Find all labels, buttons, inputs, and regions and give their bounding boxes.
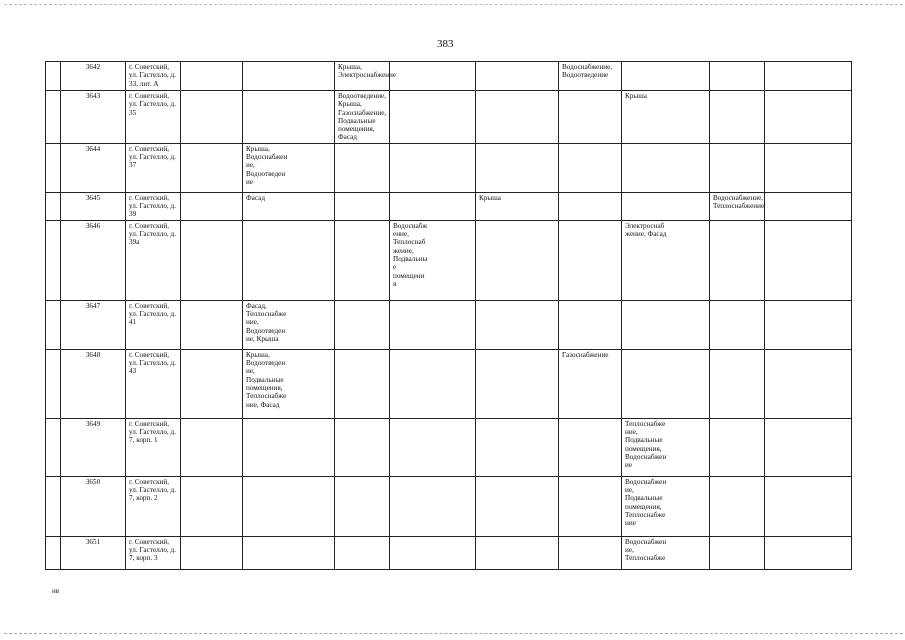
table-row xyxy=(46,536,852,569)
work-type-cell xyxy=(622,192,710,220)
table-row xyxy=(46,300,852,349)
table-cell-blank xyxy=(46,418,61,476)
table-cell-blank xyxy=(46,476,61,536)
address-cell: г. Советский, ул. Гастелло, д. 39 xyxy=(126,192,181,220)
work-type-cell: Теплоснабже ние, Подвальные помещения, Водоснабжен ие xyxy=(622,418,710,476)
work-type-cell xyxy=(710,300,765,349)
row-number-cell: 3643 xyxy=(61,91,126,144)
work-type-cell xyxy=(181,418,243,476)
address-cell: г. Советский, ул. Гастелло, д. 39а xyxy=(126,220,181,300)
table-cell-blank xyxy=(46,143,61,192)
work-type-cell xyxy=(181,536,243,569)
table-row xyxy=(46,418,852,476)
work-type-cell: Крыша, Водоснабжен ие, Водоотведен ие xyxy=(243,143,335,192)
work-type-cell xyxy=(710,349,765,418)
work-type-cell xyxy=(243,536,335,569)
work-type-cell: Электроснаб жение, Фасад xyxy=(622,220,710,300)
table-cell-blank xyxy=(46,62,61,91)
work-type-cell: Водоснабжение, Водоотведение xyxy=(559,62,622,91)
work-type-cell: Водоснабж ение, Теплоснаб жение, Подвальны е помещени я xyxy=(390,220,476,300)
work-type-cell xyxy=(476,418,559,476)
work-type-cell xyxy=(622,349,710,418)
work-type-cell xyxy=(335,143,390,192)
work-type-cell xyxy=(243,418,335,476)
work-type-cell xyxy=(765,349,852,418)
work-type-cell xyxy=(765,192,852,220)
work-type-cell xyxy=(181,91,243,144)
work-type-cell xyxy=(390,143,476,192)
work-type-cell xyxy=(476,220,559,300)
work-type-cell xyxy=(559,192,622,220)
address-cell: г. Советский, ул. Гастелло, д. 7, корп. 1 xyxy=(126,418,181,476)
work-type-cell xyxy=(476,91,559,144)
work-type-cell xyxy=(559,143,622,192)
work-type-cell xyxy=(710,476,765,536)
work-type-cell xyxy=(622,300,710,349)
table-row xyxy=(46,349,852,418)
work-type-cell xyxy=(335,418,390,476)
work-type-cell xyxy=(243,91,335,144)
address-cell: г. Советский, ул. Гастелло, д. 7, корп. 3 xyxy=(126,536,181,569)
work-type-cell xyxy=(476,349,559,418)
table-row xyxy=(46,91,852,144)
address-cell: г. Советский, ул. Гастелло, д. 41 xyxy=(126,300,181,349)
table-row xyxy=(46,220,852,300)
row-number-cell: 3650 xyxy=(61,476,126,536)
row-number-cell: 3647 xyxy=(61,300,126,349)
page-number: 383 xyxy=(437,38,454,50)
work-type-cell xyxy=(390,476,476,536)
address-cell: г. Советский, ул. Гастелло, д. 33, лит. А xyxy=(126,62,181,91)
work-type-cell xyxy=(559,300,622,349)
work-type-cell xyxy=(559,536,622,569)
work-type-cell: Газоснабжение xyxy=(559,349,622,418)
footer-mark: нв xyxy=(52,587,60,595)
table-row xyxy=(46,62,852,91)
work-type-cell xyxy=(710,418,765,476)
work-type-cell xyxy=(390,300,476,349)
work-type-cell xyxy=(243,476,335,536)
work-type-cell xyxy=(181,62,243,91)
work-type-cell xyxy=(390,349,476,418)
row-number-cell: 3644 xyxy=(61,143,126,192)
work-type-cell xyxy=(181,300,243,349)
work-type-cell xyxy=(181,192,243,220)
work-type-cell xyxy=(765,62,852,91)
work-type-cell xyxy=(710,91,765,144)
work-type-cell xyxy=(710,220,765,300)
work-type-cell: Водоснабжен ие, Подвальные помещения, Теплоснабже ние xyxy=(622,476,710,536)
work-type-cell xyxy=(335,220,390,300)
work-type-cell xyxy=(390,536,476,569)
address-cell: г. Советский, ул. Гастелло, д. 43 xyxy=(126,349,181,418)
work-type-cell xyxy=(476,62,559,91)
work-type-cell xyxy=(710,536,765,569)
work-type-cell xyxy=(335,476,390,536)
row-number-cell: 3645 xyxy=(61,192,126,220)
work-type-cell xyxy=(710,62,765,91)
work-type-cell xyxy=(390,62,476,91)
work-type-cell xyxy=(622,62,710,91)
row-number-cell: 3646 xyxy=(61,220,126,300)
work-type-cell xyxy=(765,476,852,536)
work-type-cell xyxy=(476,536,559,569)
address-cell: г. Советский, ул. Гастелло, д. 7, корп. 2 xyxy=(126,476,181,536)
work-type-cell xyxy=(765,143,852,192)
work-type-cell: Фасад, Теплоснабже ние, Водоотведен ие, Крыша xyxy=(243,300,335,349)
work-type-cell xyxy=(559,418,622,476)
table-cell-blank xyxy=(46,91,61,144)
work-type-cell xyxy=(476,143,559,192)
work-type-cell: Водоснабжение, Теплоснабжение xyxy=(710,192,765,220)
table-cell-blank xyxy=(46,192,61,220)
work-type-cell xyxy=(335,300,390,349)
work-type-cell xyxy=(559,91,622,144)
table-row xyxy=(46,192,852,220)
row-number-cell: 3648 xyxy=(61,349,126,418)
work-type-cell: Крыша, Электроснабжение xyxy=(335,62,390,91)
address-cell: г. Советский, ул. Гастелло, д. 35 xyxy=(126,91,181,144)
table-cell-blank xyxy=(46,300,61,349)
work-type-cell xyxy=(390,192,476,220)
work-type-cell xyxy=(765,418,852,476)
work-type-cell xyxy=(765,220,852,300)
row-number-cell: 3649 xyxy=(61,418,126,476)
work-type-cell: Фасад xyxy=(243,192,335,220)
work-type-cell: Крыша xyxy=(476,192,559,220)
row-number-cell: 3642 xyxy=(61,62,126,91)
work-type-cell xyxy=(243,220,335,300)
work-type-cell xyxy=(181,476,243,536)
bottom-scan-border xyxy=(4,633,903,634)
work-type-cell xyxy=(335,349,390,418)
table-cell-blank xyxy=(46,220,61,300)
work-type-cell xyxy=(622,143,710,192)
table-row xyxy=(46,476,852,536)
work-type-cell xyxy=(765,536,852,569)
work-type-cell xyxy=(390,418,476,476)
repair-schedule-table xyxy=(45,61,852,570)
work-type-cell xyxy=(335,192,390,220)
work-type-cell xyxy=(181,143,243,192)
work-type-cell: Крыша xyxy=(622,91,710,144)
top-scan-border xyxy=(4,4,903,5)
work-type-cell xyxy=(476,476,559,536)
table-cell-blank xyxy=(46,349,61,418)
work-type-cell xyxy=(765,300,852,349)
work-type-cell: Водоснабжен ие, Теплоснабже xyxy=(622,536,710,569)
work-type-cell xyxy=(765,91,852,144)
work-type-cell xyxy=(335,536,390,569)
row-number-cell: 3651 xyxy=(61,536,126,569)
work-type-cell xyxy=(181,220,243,300)
work-type-cell xyxy=(559,476,622,536)
table-row xyxy=(46,143,852,192)
work-type-cell: Водоотведение, Крыша, Газоснабжение, Подвальные помещения, Фасад xyxy=(335,91,390,144)
work-type-cell xyxy=(476,300,559,349)
work-type-cell xyxy=(181,349,243,418)
table-cell-blank xyxy=(46,536,61,569)
address-cell: г. Советский, ул. Гастелло, д. 37 xyxy=(126,143,181,192)
work-type-cell: Крыша, Водоотведен ие, Подвальные помещения, Теплоснабже ние, Фасад xyxy=(243,349,335,418)
table-body xyxy=(46,62,852,570)
work-type-cell xyxy=(390,91,476,144)
work-type-cell xyxy=(559,220,622,300)
work-type-cell xyxy=(243,62,335,91)
work-type-cell xyxy=(710,143,765,192)
